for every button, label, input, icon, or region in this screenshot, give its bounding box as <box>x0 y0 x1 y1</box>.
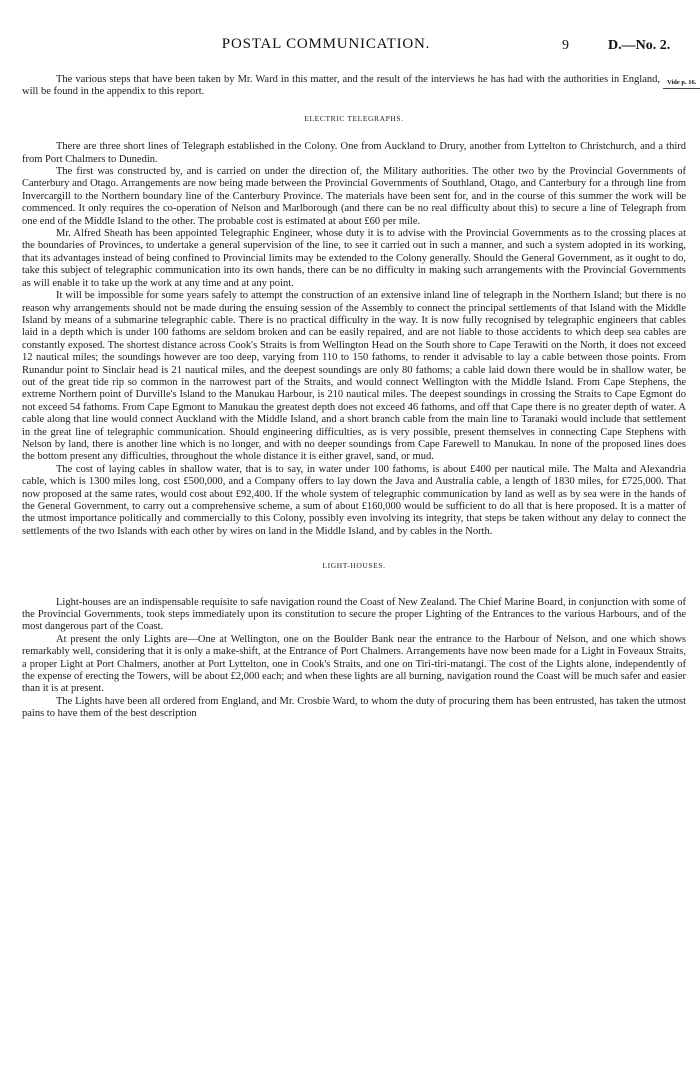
intro-paragraph: The various steps that have been taken by Mr. Ward in this matter, and the result of the interviews he has had with the authorities in England, will be found in the appendix to this report. <box>22 74 660 98</box>
page-number: 9 <box>562 38 569 53</box>
section-heading-lighthouses: LIGHT-HOUSES. <box>322 561 386 571</box>
paragraph: Mr. Alfred Sheath has been appointed Telegraphic Engineer, whose duty it is to advise with the Provincial Governments as to the crossing places at the boundaries of Provinces, to undertake a general supervision of the line, to see it carried out in such a manner, and such a system adopted in its working, that its advantages instead of being confined to Provincial limits may be extended to the Colony generally. Should the General Government, as it ought to do, take this subject of telegraphic communication into its own hands, there can be no difficulty in making such arrangements with the Provincial Governments as will enable it to take up the work at any time and at any point. <box>22 228 686 289</box>
paragraph: The Lights have been all ordered from England, and Mr. Crosbie Ward, to whom the duty of procuring them has been entrusted, has taken the utmost pains to have them of the best description <box>22 695 686 720</box>
paragraph: Light-houses are an indispensable requisite to safe navigation round the Coast of New Zealand. The Chief Marine Board, in conjunction with some of the Provincial Governments, took steps immediately upon its constitution to secure the proper Lighting of the Entrances to the various Harbours, and of the most dangerous part of the Coast. <box>22 596 686 633</box>
paragraph: It will be impossible for some years safely to attempt the construction of an extensive inland line of telegraph in the Northern Island; but there is no reason why arrangements should not be made during the ensuing session of the Assembly to connect the principal settlements of that Island with the Middle Island by means of a submarine telegraphic cable. There is no practical difficulty in the way. It is now fully recognised by telegraphic engineers that cables laid in a depth which is under 100 fathoms are seldom broken and can be easily repaired, and are not liable to those accidents to which deep sea cables are constantly exposed. The shortest distance across Cook's Straits is from Wellington Head on the South shore to Cape Terawiti on the North, it does not exceed 12 nautical miles; the soundings however are too deep, varying from 110 to 150 fathoms, to render it advisable to lay a cable between those points. From Runandur point to Sinclair head is 21 nautical miles, and the deepest soundings are only 80 fathoms; a cable laid down there would be in shallow water, be out of the great tide rip so common in the narrowest part of the Straits, and would connect Wellington with the Middle Island. From Cape Stephens, the extreme Northern point of Durville's Island to the Manukau Harbour, is 210 nautical miles. The deepest soundings in crossing the Straits to Cape Egmont do not exceed 54 fathoms. From Cape Egmont to Manukau the greatest depth does not exceed 46 fathoms, and off that Cape there is no greater depth of water. A cable along that line would connect Auckland with the Middle Island, and a short branch cable from the main line to Taranaki would include that settlement in the great line of telegraphic communication. Should engineering difficulties, as is very possible, present themselves in connecting Cape Stephens with Nelson by land, there is another line which is no longer, and with no deeper soundings from Cape Farewell to Manukau. In none of the proposed lines does the bottom present any difficulties, throughout the whole distance it is either gravel, sand, or mud. <box>22 290 686 463</box>
paragraph: There are three short lines of Telegraph established in the Colony. One from Auckland to Drury, another from Lyttelton to Christchurch, and a third from Port Chalmers to Dunedin. <box>22 141 686 165</box>
paragraph: At present the only Lights are—One at Wellington, one on the Boulder Bank near the entrance to the Harbour of Nelson, and one which shows remarkably well, considering that it is only a make-shift, at the Entrance of Port Chalmers. Arrangements have now been made for a Light in Foveaux Straits, a proper Light at Port Chalmers, another at Port Lyttelton, one in Cook's Straits, and one on Tiri-tiri-matangi. The cost of the Lights alone, independently of the expense of erecting the Towers, will be about £2,000 each; and when these lights are all burning, navigation round the Coast will be much safer and easier than it is at present. <box>22 633 686 695</box>
page-body <box>22 74 686 721</box>
paragraph: The cost of laying cables in shallow water, that is to say, in water under 100 fathoms, is about £400 per nautical mile. The Malta and Alexandria cable, which is 1300 miles long, cost £500,000, and a Company offers to lay down the Java and Australia cable, a length of 1830 miles, for £725,000. That now proposed at the same rates, would cost about £92,400. If the whole system of telegraphic communication by land as well as by sea were in the hands of the General Government, to carry out a comprehensive scheme, a sum of about £160,000 would be sufficient to do all that is here proposed. It is a matter of the utmost importance politically and commercially to this Colony, possibly even involving its integrity, that steps be taken without any delay to connect the settlements of the two Islands with each other by wires on land in the Middle Island, and by cables in the North. <box>22 463 686 537</box>
margin-note: Vide p. 16. <box>667 79 697 86</box>
paragraph: The first was constructed by, and is carried on under the direction of, the Military authorities. The other two by the Provincial Governments of Canterbury and Otago. Arrangements are now being made between the Provincial Governments of Southland, Otago, and Canterbury for a through line from Invercargill to the Northern boundary line of the Canterbury Province. The materials have been sent for, and in the course of this summer the work will be commenced. It only requires the co-operation of Nelson and Marlborough (and there can be no real difficulty about this) to secure a line of Telegraph from one end of the Middle Island to the other. The probable cost is estimated at about £60 per mile. <box>22 166 686 227</box>
document-reference: D.—No. 2. <box>608 38 671 53</box>
section-heading-telegraphs: ELECTRIC TELEGRAPHS. <box>304 113 404 123</box>
running-title: POSTAL COMMUNICATION. <box>221 36 431 52</box>
